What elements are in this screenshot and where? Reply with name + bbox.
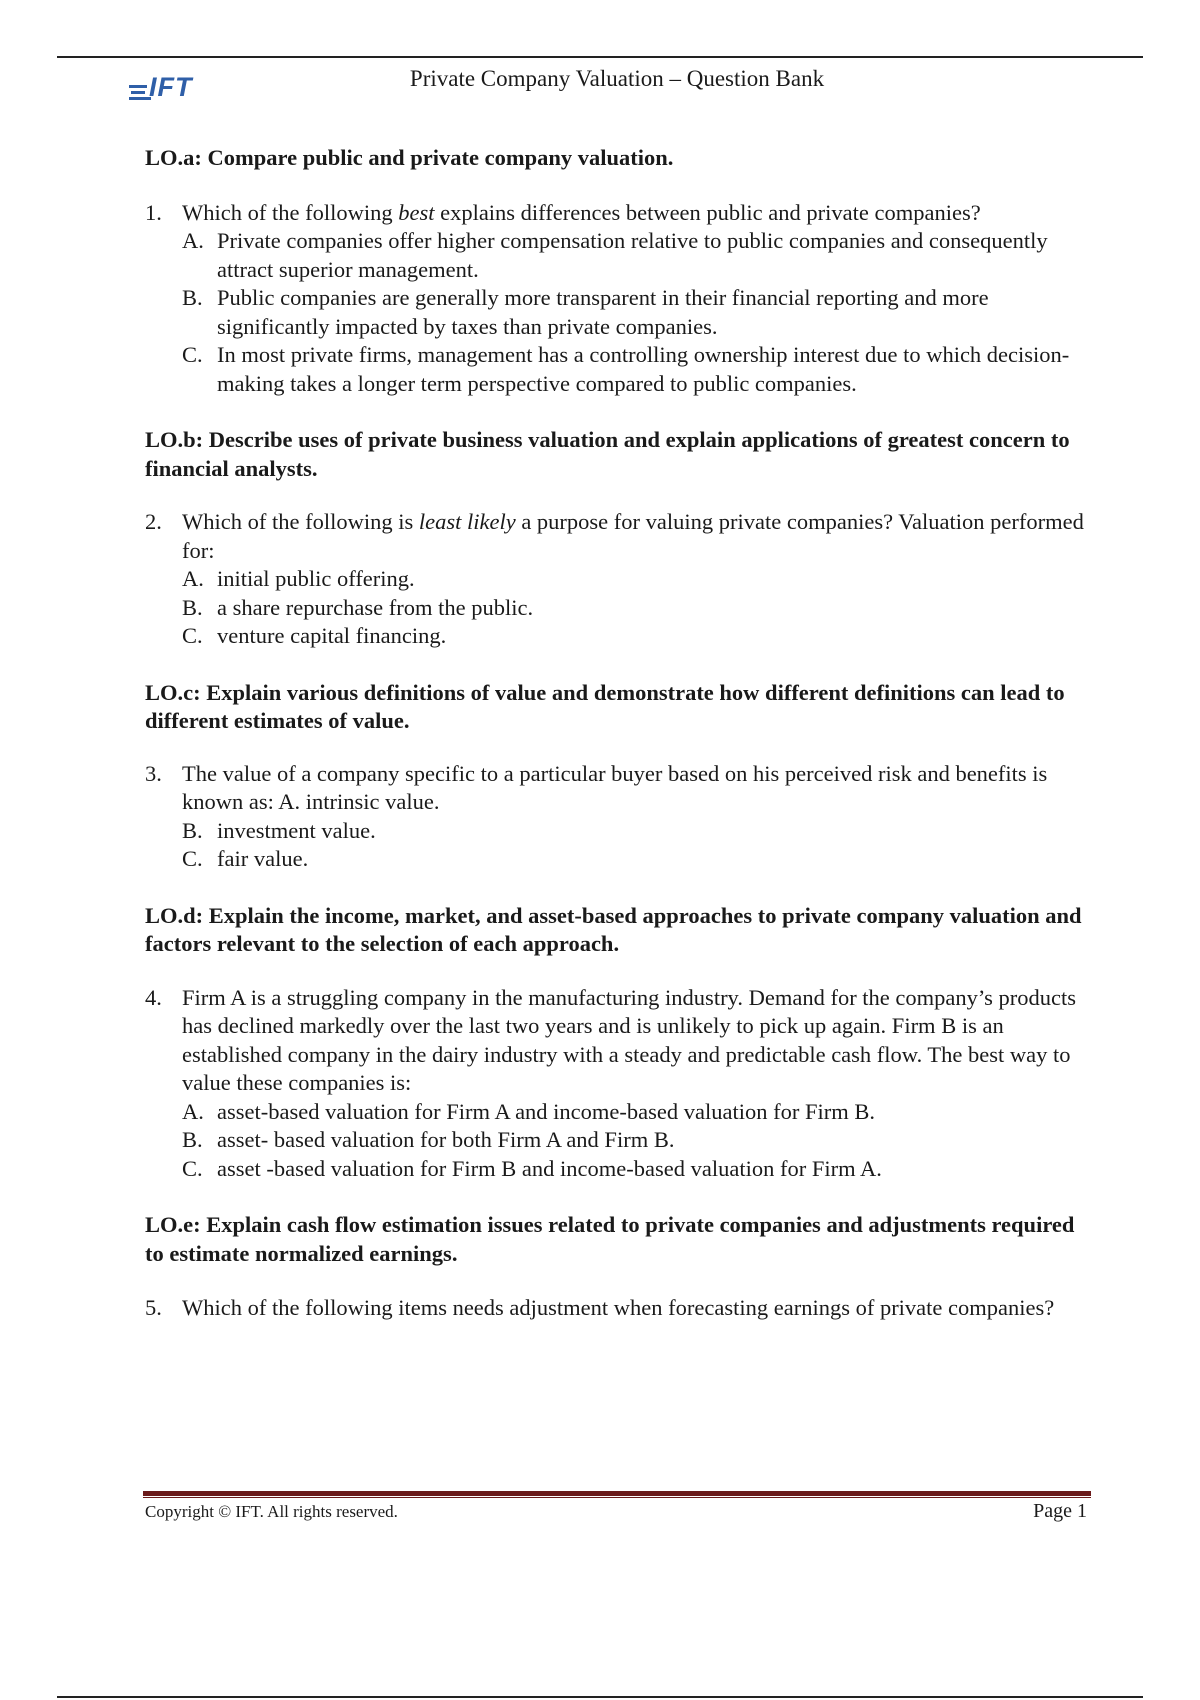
answer-option [182, 622, 1090, 651]
option-letter: B. [182, 817, 203, 843]
lo-heading: LO.b: Describe uses of private business valuation and explain applications of greatest concern to financial analysts. [145, 427, 1070, 481]
question-text-part: explains differences between public and private companies? [434, 199, 981, 225]
option-letter: C. [182, 846, 203, 871]
option-letter: A. [182, 1098, 204, 1124]
question-text-part: a purpose for valuing private companies? Valuation performed for: [182, 509, 1084, 563]
question [145, 199, 1090, 228]
question-text [182, 509, 1084, 563]
question-number: 3. [145, 760, 162, 786]
page-bottom-rule [57, 1696, 1143, 1698]
option-text: Public companies are generally more transparent in their financial reporting and more significantly impacted by taxes than private companies. [217, 285, 989, 339]
header-rule [57, 56, 1143, 58]
option-letter: A. [182, 228, 204, 253]
option-text: In most private firms, management has a controlling ownership interest due to which decision-making takes a longer term perspective compared to public companies. [217, 342, 1070, 396]
answer-option [182, 1098, 1090, 1127]
answer-option [182, 227, 1090, 284]
question-emphasis: best [398, 199, 435, 225]
option-text: fair value. [217, 846, 309, 871]
question [145, 508, 1090, 565]
question-text: Firm A is a struggling company in the manufacturing industry. Demand for the company’s products has declined markedly over the last two years and is unlikely to pick up again. Firm B is an established company in the dairy industry with a steady and predictable cash flow. The best way to value these companies is: [182, 984, 1077, 1095]
answer-option [182, 594, 1090, 623]
question-text: Which of the following items needs adjustment when forecasting earnings of private companies? [182, 1295, 1055, 1320]
logo-stripe [129, 97, 151, 100]
answer-option [182, 1126, 1090, 1155]
question-number: 4. [145, 984, 162, 1010]
option-text: venture capital financing. [217, 623, 447, 648]
lo-heading: LO.e: Explain cash flow estimation issues related to private companies and adjustments required to estimate normalized earnings. [145, 1212, 1075, 1266]
option-text: asset -based valuation for Firm B and income-based valuation for Firm A. [217, 1155, 882, 1181]
answer-option [182, 817, 1090, 846]
option-text: initial public offering. [217, 566, 415, 591]
question-emphasis: least likely [418, 509, 516, 534]
answer-options [145, 565, 1090, 651]
question-text: The value of a company specific to a particular buyer based on his perceived risk and benefits is known as: A. intrinsic value. [182, 760, 1048, 814]
copyright-notice: Copyright © IFT. All rights reserved. [145, 1502, 398, 1521]
answer-options [145, 1098, 1090, 1184]
question-text-part: Which of the following [182, 199, 399, 225]
option-text: asset- based valuation for both Firm A and Firm B. [217, 1127, 675, 1152]
lo-heading: LO.d: Explain the income, market, and asset-based approaches to private company valuation and factors relevant to the selection of each approach. [145, 902, 1082, 956]
question-text-part: Which of the following is [182, 509, 419, 534]
answer-option [182, 284, 1090, 341]
question [145, 984, 1090, 1098]
footer-rule [143, 1497, 1091, 1498]
option-letter: C. [182, 342, 203, 367]
lo-heading: LO.c: Explain various definitions of value and demonstrate how different definitions can lead to different estimates of value. [145, 679, 1065, 733]
option-letter: C. [182, 623, 203, 648]
lo-heading: LO.a: Compare public and private company valuation. [145, 145, 674, 170]
option-text: investment value. [217, 817, 376, 843]
question-number: 1. [145, 199, 162, 225]
answer-options [145, 227, 1090, 398]
page-number: Page 1 [1033, 1500, 1087, 1522]
question-number: 5. [145, 1295, 162, 1320]
answer-option [182, 565, 1090, 594]
question [145, 760, 1090, 817]
option-text: a share repurchase from the public. [217, 594, 534, 620]
answer-option [182, 1155, 1090, 1184]
option-letter: B. [182, 1127, 203, 1152]
answer-option [182, 845, 1090, 874]
option-text: Private companies offer higher compensation relative to public companies and consequently attract superior management. [217, 228, 1048, 282]
option-letter: B. [182, 285, 203, 310]
answer-option [182, 341, 1090, 398]
option-letter: C. [182, 1155, 203, 1181]
question [145, 1294, 1090, 1323]
question-number: 2. [145, 509, 162, 534]
question-bank-content [145, 144, 1090, 1323]
footer-rule [143, 1491, 1091, 1496]
logo-text: IFT [149, 72, 193, 102]
page-header-title: Private Company Valuation – Question Bank [409, 66, 825, 91]
option-text: asset-based valuation for Firm A and income-based valuation for Firm B. [217, 1098, 875, 1124]
option-letter: A. [182, 566, 204, 591]
answer-options [145, 817, 1090, 874]
option-letter: B. [182, 594, 203, 620]
question-text [182, 200, 981, 225]
